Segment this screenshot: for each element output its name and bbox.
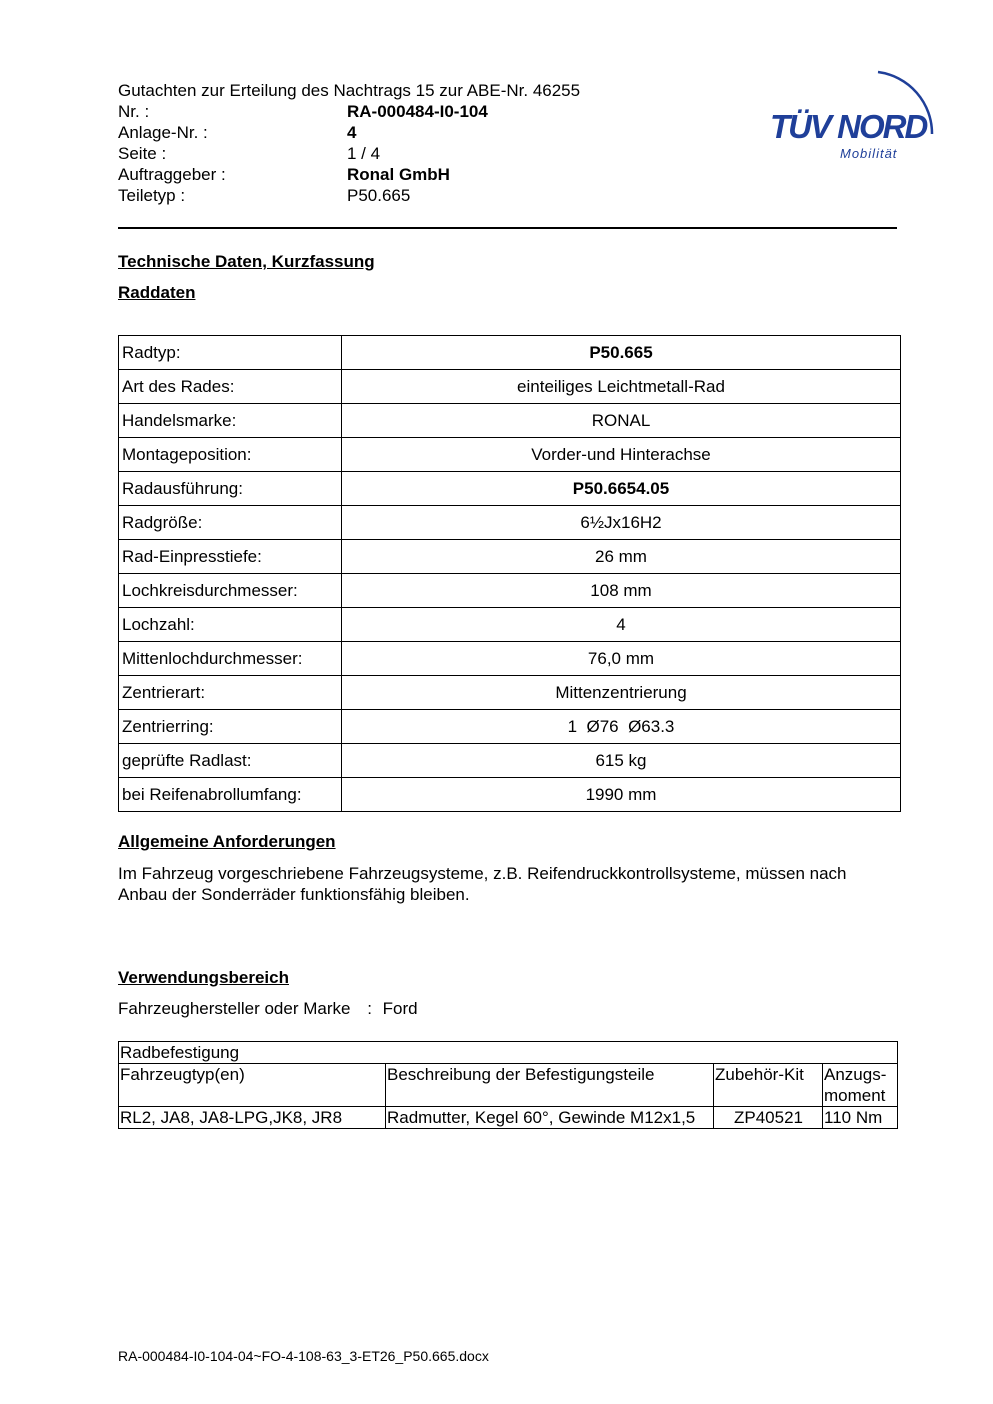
- table-row: [119, 710, 901, 744]
- table-cell: Radmutter, Kegel 60°, Gewinde M12x1,5: [386, 1107, 714, 1129]
- table-row: [119, 370, 901, 404]
- wheel-mounting-table: [118, 1041, 898, 1129]
- table-row: [119, 676, 901, 710]
- header-value: Ronal GmbH: [347, 165, 450, 184]
- table-header-row: [119, 1064, 898, 1107]
- row-value: einteiliges Leichtmetall-Rad: [342, 370, 901, 404]
- row-value: P50.665: [342, 336, 901, 370]
- table-row: [119, 540, 901, 574]
- footer-filename: RA-000484-I0-104-04~FO-4-108-63_3-ET26_P50.665.docx: [118, 1348, 489, 1364]
- table-row: [119, 642, 901, 676]
- row-label: Montageposition:: [119, 438, 342, 472]
- manufacturer-value: Ford: [382, 999, 418, 1018]
- manufacturer-label: Fahrzeughersteller oder Marke: [118, 999, 351, 1018]
- table-row: [119, 744, 901, 778]
- row-value: 615 kg: [342, 744, 901, 778]
- row-value: Vorder-und Hinterachse: [342, 438, 901, 472]
- table-caption: Radbefestigung: [119, 1042, 898, 1064]
- row-label: Art des Rades:: [119, 370, 342, 404]
- row-value: 108 mm: [342, 574, 901, 608]
- column-header: Beschreibung der Befestigungsteile: [386, 1064, 714, 1107]
- table-row: [119, 608, 901, 642]
- row-label: Radgröße:: [119, 506, 342, 540]
- header-divider: [118, 227, 897, 229]
- row-label: geprüfte Radlast:: [119, 744, 342, 778]
- section-subtitle-raddaten: Raddaten: [118, 283, 196, 302]
- row-value: 76,0 mm: [342, 642, 901, 676]
- row-value: RONAL: [342, 404, 901, 438]
- column-header: Fahrzeugtyp(en): [119, 1064, 386, 1107]
- row-label: Rad-Einpresstiefe:: [119, 540, 342, 574]
- row-label: Lochzahl:: [119, 608, 342, 642]
- table-row: [119, 438, 901, 472]
- table-row: [119, 472, 901, 506]
- row-value: 4: [342, 608, 901, 642]
- table-row: [119, 506, 901, 540]
- logo-sub: Mobilität: [840, 146, 898, 161]
- row-label: Zentrierart:: [119, 676, 342, 710]
- table-caption-row: [119, 1042, 898, 1064]
- table-row: [119, 1107, 898, 1129]
- row-label: Radtyp:: [119, 336, 342, 370]
- row-value: 1 Ø76 Ø63.3: [342, 710, 901, 744]
- table-row: [119, 574, 901, 608]
- document-title: Gutachten zur Erteilung des Nachtrags 15 zur ABE-Nr. 46255: [118, 81, 581, 100]
- row-value: 26 mm: [342, 540, 901, 574]
- manufacturer-line: [118, 999, 418, 1019]
- header-value: P50.665: [347, 186, 411, 205]
- table-row: [119, 404, 901, 438]
- header-label: Seite :: [118, 144, 167, 163]
- header-label: Teiletyp :: [118, 186, 186, 205]
- row-label: Radausführung:: [119, 472, 342, 506]
- header-value: RA-000484-I0-104: [347, 102, 488, 121]
- row-value: P50.6654.05: [342, 472, 901, 506]
- tuv-nord-logo: [760, 58, 950, 168]
- row-label: bei Reifenabrollumfang:: [119, 778, 342, 812]
- table-cell: ZP40521: [714, 1107, 823, 1129]
- header-value: 1 / 4: [347, 144, 381, 163]
- column-header: Anzugs- moment: [823, 1064, 898, 1107]
- section-title-technical: Technische Daten, Kurzfassung: [118, 252, 375, 271]
- row-value: Mittenzentrierung: [342, 676, 901, 710]
- table-cell: RL2, JA8, JA8-LPG,JK8, JR8: [119, 1107, 386, 1129]
- row-label: Mittenlochdurchmesser:: [119, 642, 342, 676]
- table-cell: 110 Nm: [823, 1107, 898, 1129]
- section-title-usage: Verwendungsbereich: [118, 968, 289, 987]
- section-title-requirements: Allgemeine Anforderungen: [118, 832, 336, 851]
- table-row: [119, 336, 901, 370]
- header-label: Nr. :: [118, 102, 150, 121]
- requirements-text: Im Fahrzeug vorgeschriebene Fahrzeugsysteme, z.B. Reifendruckkontrollsysteme, müssen nach Anbau der Sonderräder funktionsfähig bleiben.: [118, 864, 847, 904]
- row-value: 1990 mm: [342, 778, 901, 812]
- header-value: 4: [347, 123, 357, 142]
- row-label: Handelsmarke:: [119, 404, 342, 438]
- table-row: [119, 778, 901, 812]
- header-label: Auftraggeber :: [118, 165, 226, 184]
- manufacturer-separator: :: [367, 999, 372, 1018]
- row-label: Lochkreisdurchmesser:: [119, 574, 342, 608]
- header-label: Anlage-Nr. :: [118, 123, 208, 142]
- row-value: 6½Jx16H2: [342, 506, 901, 540]
- wheel-data-table: [118, 335, 901, 812]
- logo-brand: TÜV NORD: [770, 108, 927, 145]
- row-label: Zentrierring:: [119, 710, 342, 744]
- column-header: Zubehör-Kit: [714, 1064, 823, 1107]
